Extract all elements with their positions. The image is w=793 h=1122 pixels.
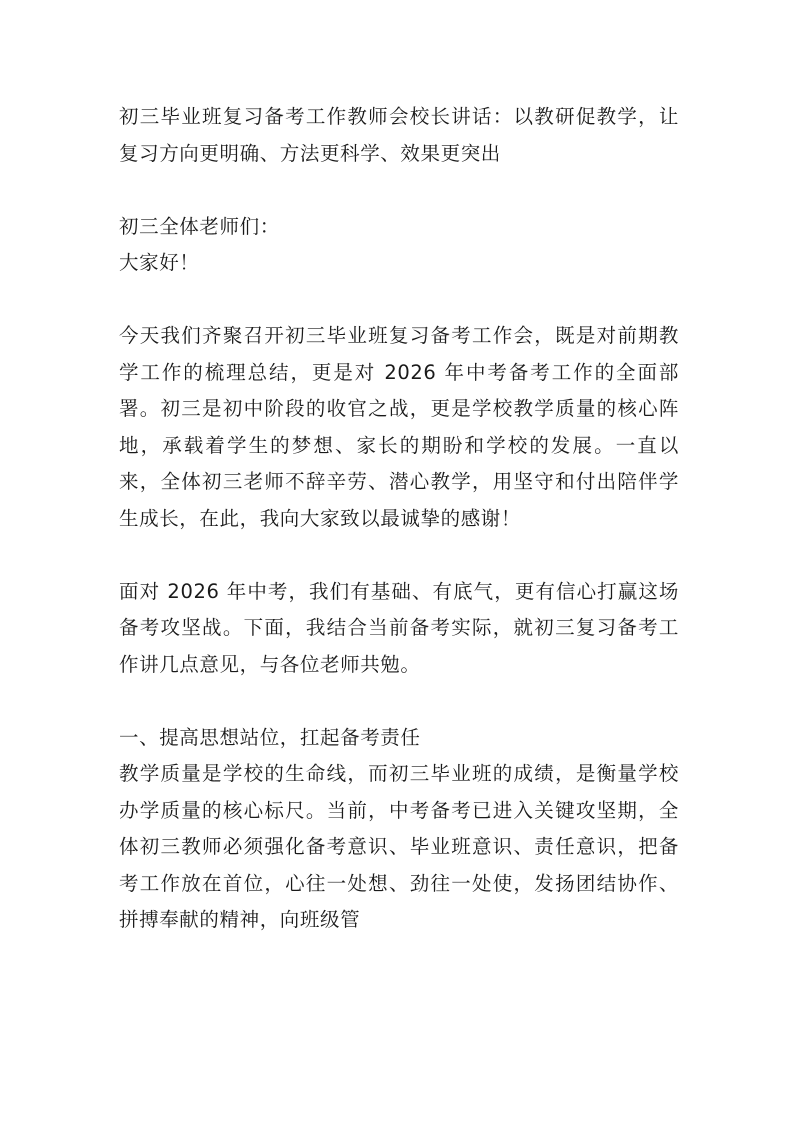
salutation: 初三全体老师们：: [119, 214, 280, 238]
paragraph-outline: 面对 2026 年中考，我们有基础、有底气，更有信心打赢这场备考攻坚战。下面，我结合当前备考实际，就初三复习备考工作讲几点意见，与各位老师共勉。: [119, 579, 679, 676]
spacer: [119, 282, 679, 319]
greeting: 大家好！: [119, 251, 200, 274]
section-body: 教学质量是学校的生命线，而初三毕业班的成绩，是衡量学校办学质量的核心标尺。当前，中考备考已进入关键攻坚期，全体初三教师必须强化备考意识、毕业班意识、责任意识，把备考工作放在首位，心往一处想、劲往一处使，发扬团结协作、拼搏奉献的精神，向班级管: [119, 762, 679, 931]
spacer: [119, 172, 679, 209]
paragraph-intro: 今天我们齐聚召开初三毕业班复习备考工作会，既是对前期教学工作的梳理总结，更是对 2026 年中考备考工作的全面部署。初三是初中阶段的收官之战，更是学校教学质量的核心阵地，承载着学生的梦想、家长的期盼和学校的发展。一直以来，全体初三老师不辞辛劳、潜心教学，用坚守和付出陪伴学生成长，在此，我向大家致以最诚挚的感谢！: [119, 324, 679, 530]
document-title: 初三毕业班复习备考工作教师会校长讲话：以教研促教学，让复习方向更明确、方法更科学、效果更突出: [119, 105, 679, 165]
spacer: [119, 537, 679, 574]
document-page: [119, 99, 679, 939]
spacer: [119, 683, 679, 720]
section-heading: 一、提高思想站位，扛起备考责任: [119, 725, 421, 749]
